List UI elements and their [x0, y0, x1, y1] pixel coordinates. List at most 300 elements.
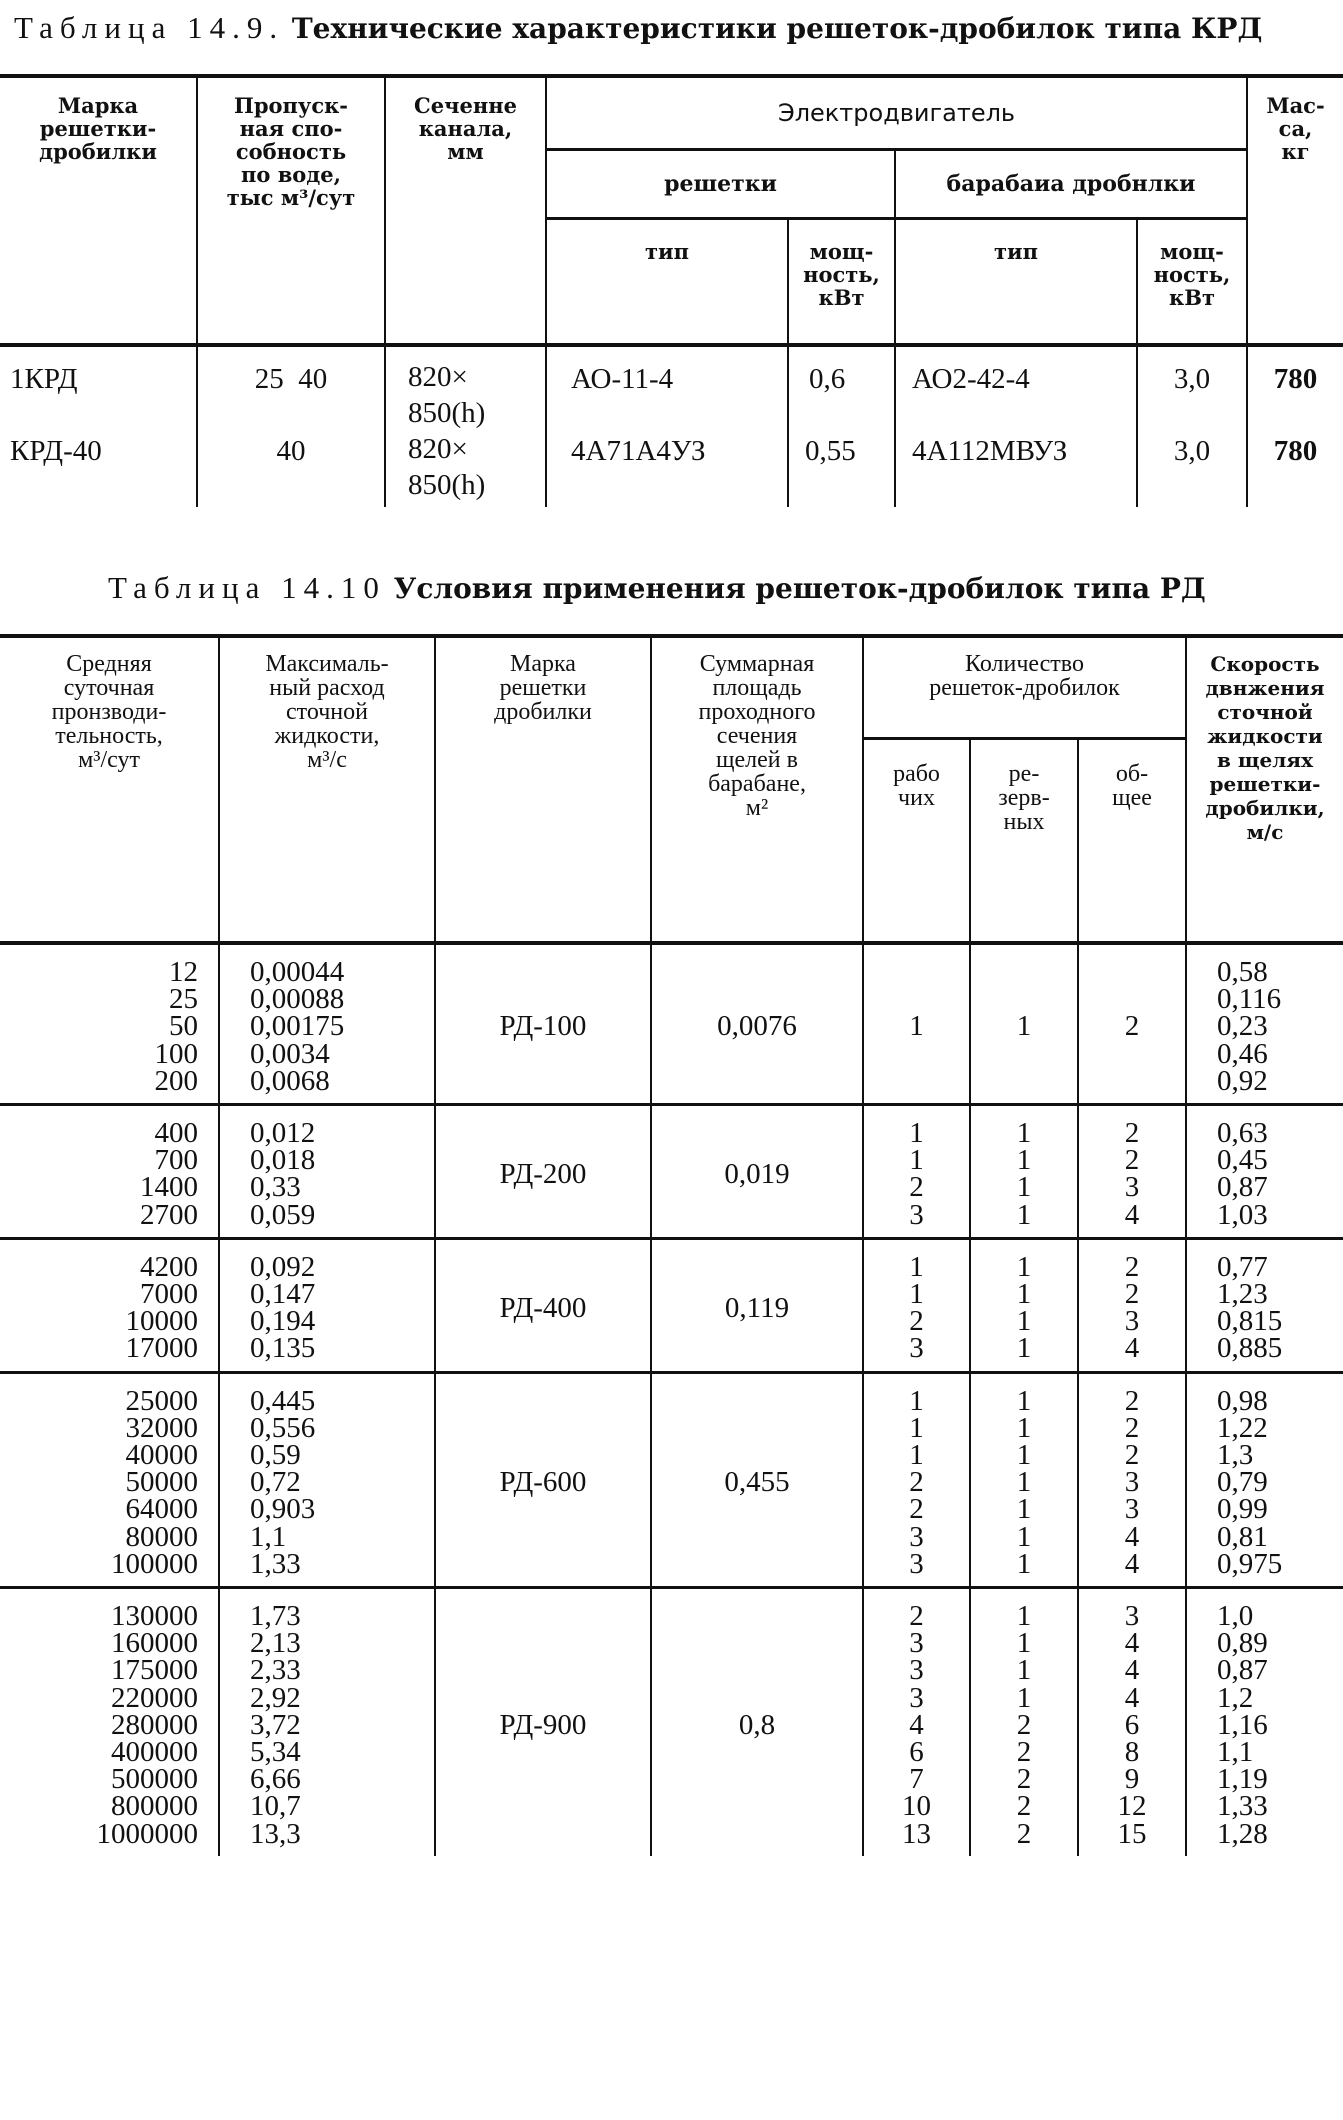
- line: 10: [902, 1790, 931, 1823]
- cell-area: 0,8: [651, 1588, 863, 1856]
- line: 1: [909, 1384, 924, 1417]
- line: 0,79: [1217, 1466, 1268, 1499]
- line: Средняя: [66, 651, 152, 677]
- line: 0,012: [250, 1117, 316, 1150]
- line: 1: [1016, 1305, 1032, 1338]
- line: 9: [1124, 1763, 1140, 1796]
- header-drum-type: тип: [895, 219, 1137, 345]
- header-section: [385, 76, 546, 345]
- line: 0,89: [1217, 1627, 1268, 1660]
- line: ре-: [1008, 760, 1040, 787]
- line: 1: [909, 1411, 924, 1444]
- line: 0,72: [250, 1466, 301, 1499]
- table-14-9: [0, 74, 1343, 507]
- caption-label: Таблица 14.9.: [14, 10, 285, 45]
- line: 1,1: [250, 1520, 287, 1553]
- line: 50000: [125, 1466, 198, 1499]
- line: решетки: [499, 675, 587, 701]
- header-working: [863, 738, 970, 943]
- line: 160000: [111, 1627, 198, 1660]
- cell-area: 0,0076: [651, 943, 863, 1105]
- line: 2: [1124, 1411, 1140, 1444]
- cell-working: [863, 943, 970, 1105]
- line: тыс м³/сут: [226, 185, 356, 210]
- cell-max-flow: [219, 943, 435, 1105]
- line: 1,03: [1217, 1198, 1268, 1231]
- line: 500000: [111, 1763, 198, 1796]
- line: 2: [1016, 1817, 1032, 1850]
- line: площадь: [712, 675, 802, 701]
- line: 1: [1016, 1171, 1032, 1204]
- line: 2,33: [250, 1654, 301, 1687]
- cell-grate-power: 0,6: [788, 345, 895, 431]
- header-capacity: [197, 76, 385, 345]
- cell-total: [1078, 1372, 1186, 1587]
- cell-velocity: [1186, 1372, 1343, 1587]
- line: 1400: [140, 1171, 198, 1204]
- line: Сеченне: [414, 93, 517, 118]
- line: 2: [909, 1600, 924, 1633]
- header-grate-power: [788, 219, 895, 345]
- cell-mark: РД-600: [435, 1372, 651, 1587]
- cell-area: 0,019: [651, 1105, 863, 1239]
- line: 3: [909, 1332, 924, 1365]
- line: 7: [909, 1763, 924, 1796]
- cell-productivity: [0, 1105, 219, 1239]
- line: Скорость: [1210, 652, 1320, 676]
- line: 1,73: [250, 1600, 301, 1633]
- line: 1: [1016, 1466, 1032, 1499]
- line: 3: [1124, 1305, 1140, 1338]
- line: 0,903: [250, 1493, 316, 1526]
- line: кВт: [818, 285, 865, 310]
- cell-working: [863, 1588, 970, 1856]
- line: 1,22: [1217, 1411, 1268, 1444]
- cell-velocity: [1186, 1105, 1343, 1239]
- line: 3: [1124, 1493, 1140, 1526]
- line: 1: [909, 1250, 924, 1283]
- header-reserve: [970, 738, 1078, 943]
- line: 8: [1124, 1736, 1140, 1769]
- line: 1: [1016, 1681, 1032, 1714]
- line: решетки-: [1209, 772, 1321, 796]
- line: 0,45: [1217, 1144, 1268, 1177]
- row-group-РД-200: [0, 1105, 1343, 1239]
- line: 1: [909, 1439, 924, 1472]
- line: 1,2: [1217, 1681, 1254, 1714]
- line: 0,018: [250, 1144, 316, 1177]
- line: 1: [1016, 1144, 1032, 1177]
- line: 0,975: [1217, 1547, 1283, 1580]
- line: 1,1: [1217, 1736, 1254, 1769]
- line: 10,7: [250, 1790, 301, 1823]
- line: 2,13: [250, 1627, 301, 1660]
- line: 6,66: [250, 1763, 301, 1796]
- header-mass: [1247, 76, 1343, 345]
- line: 1: [1016, 1547, 1032, 1580]
- line: 1,33: [1217, 1790, 1268, 1823]
- table-14-10: [0, 634, 1343, 1856]
- line: 400: [154, 1117, 198, 1150]
- row-group-РД-900: [0, 1588, 1343, 1856]
- line: 1: [1016, 1520, 1032, 1553]
- cell-capacity: 40: [197, 431, 385, 507]
- line: 1: [1016, 1493, 1032, 1526]
- line: Мас-: [1266, 93, 1325, 118]
- caption-label: Таблица 14.10: [108, 570, 386, 605]
- line: 64000: [125, 1493, 198, 1526]
- header-grate: решетки: [546, 150, 895, 219]
- line: кг: [1281, 139, 1310, 164]
- line: 0,0068: [250, 1064, 330, 1097]
- line: 2: [1124, 1384, 1140, 1417]
- line: 0,00088: [250, 983, 345, 1016]
- table-14-10-caption: [108, 570, 1343, 606]
- line: 80000: [125, 1520, 198, 1553]
- line: 400000: [111, 1736, 198, 1769]
- line: решеток-дробилок: [929, 675, 1120, 701]
- line: рабо: [893, 760, 940, 787]
- line: 1: [909, 1144, 924, 1177]
- line: 4: [1124, 1654, 1140, 1687]
- line: 2,92: [250, 1681, 301, 1714]
- table-14-9-caption: [14, 10, 1343, 46]
- cell-total: [1078, 1105, 1186, 1239]
- line: 2700: [140, 1198, 198, 1231]
- line: барабане,: [708, 771, 806, 797]
- line: дробилки,: [1205, 796, 1325, 820]
- line: 800000: [111, 1790, 198, 1823]
- header-mark: [435, 636, 651, 943]
- line: 3: [909, 1681, 924, 1714]
- line: ность,: [1153, 262, 1231, 287]
- table-row: [0, 431, 1343, 507]
- header-motor: Электродвигатель: [546, 76, 1247, 150]
- line: 4: [1124, 1332, 1140, 1365]
- table-row: [0, 1238, 1343, 1372]
- line: м³/сут: [78, 747, 140, 773]
- line: 3: [909, 1198, 924, 1231]
- line: 6: [1124, 1708, 1140, 1741]
- line: 3: [909, 1627, 924, 1660]
- line: 2: [909, 1171, 924, 1204]
- line: 0,81: [1217, 1520, 1268, 1553]
- line: 0,0034: [250, 1037, 330, 1070]
- header-mark: [0, 76, 197, 345]
- header-drum-power: [1137, 219, 1247, 345]
- line: 1: [1016, 1654, 1032, 1687]
- line: са,: [1278, 116, 1313, 141]
- line: 1: [1016, 1117, 1032, 1150]
- table-row: [0, 1372, 1343, 1587]
- line: Количество: [965, 651, 1084, 677]
- line: 1: [1016, 1278, 1032, 1311]
- cell-productivity: [0, 1372, 219, 1587]
- line: 10000: [125, 1305, 198, 1338]
- line: 1: [1016, 1332, 1032, 1365]
- line: зерв-: [998, 784, 1050, 811]
- line: 0,87: [1217, 1654, 1268, 1687]
- line: 3,72: [250, 1708, 301, 1741]
- cell-drum-power: 3,0: [1137, 431, 1247, 507]
- line: 1: [1016, 1384, 1032, 1417]
- line: 2: [1124, 1439, 1140, 1472]
- line: 1,16: [1217, 1708, 1268, 1741]
- line: 0,23: [1217, 1010, 1268, 1043]
- line: 2: [1016, 1790, 1032, 1823]
- line: 100: [154, 1037, 198, 1070]
- cell-productivity: [0, 1238, 219, 1372]
- line: 4200: [140, 1250, 198, 1283]
- cell-working: [863, 1105, 970, 1239]
- line: 1: [909, 1278, 924, 1311]
- line: сточной: [286, 699, 368, 725]
- line: 7000: [140, 1278, 198, 1311]
- line: 25000: [125, 1384, 198, 1417]
- line: 4: [1124, 1681, 1140, 1714]
- line: двнжения: [1205, 676, 1325, 700]
- line: ность,: [803, 262, 880, 287]
- cell-max-flow: [219, 1588, 435, 1856]
- line: 0,63: [1217, 1117, 1268, 1150]
- line: 175000: [111, 1654, 198, 1687]
- line: 220000: [111, 1681, 198, 1714]
- line: 0,147: [250, 1278, 316, 1311]
- line: 0,33: [250, 1171, 301, 1204]
- caption-title: Условия применения решеток-дробилок типа РД: [393, 572, 1206, 605]
- line: мощ-: [809, 239, 874, 264]
- header-max-flow: [219, 636, 435, 943]
- line: 0,99: [1217, 1493, 1268, 1526]
- line: 0,00044: [250, 956, 345, 988]
- header-area: [651, 636, 863, 943]
- line: дробилки: [494, 699, 592, 725]
- line: 40000: [125, 1439, 198, 1472]
- line: 1,19: [1217, 1763, 1268, 1796]
- line: Пропуск-: [233, 93, 348, 118]
- line: 0,87: [1217, 1171, 1268, 1204]
- line: 2: [1124, 1117, 1140, 1150]
- line: 0,116: [1217, 983, 1282, 1016]
- cell-mark: 1КРД: [10, 362, 78, 395]
- cell-capacity: 25 40: [197, 345, 385, 431]
- line: 0,556: [250, 1411, 316, 1444]
- row-group-РД-400: [0, 1238, 1343, 1372]
- table-row: [0, 943, 1343, 1105]
- line: 0,98: [1217, 1384, 1268, 1417]
- line: 700: [154, 1144, 198, 1177]
- line: 2: [1124, 1250, 1140, 1283]
- line: 25: [169, 983, 198, 1016]
- cell-velocity: [1186, 943, 1343, 1105]
- line: 2: [1016, 1763, 1032, 1796]
- line: 50: [169, 1010, 198, 1043]
- line: 1: [909, 1117, 924, 1150]
- line: 12: [1117, 1790, 1147, 1823]
- line: 1: [909, 1010, 924, 1043]
- line: 130000: [111, 1600, 198, 1633]
- line: 17000: [125, 1332, 198, 1365]
- cell-max-flow: [219, 1372, 435, 1587]
- cell-drum-power: 3,0: [1137, 345, 1247, 431]
- line: м/с: [1246, 820, 1284, 844]
- line: 2: [1124, 1278, 1140, 1311]
- line: 32000: [125, 1411, 198, 1444]
- line: Максималь-: [265, 651, 389, 677]
- cell-reserve: [970, 1588, 1078, 1856]
- line: 2: [909, 1493, 924, 1526]
- line: сточной: [1217, 700, 1313, 724]
- line: 0,58: [1217, 956, 1268, 988]
- line: 1,33: [250, 1547, 301, 1580]
- table-row: [0, 1588, 1343, 1856]
- caption-title: Технические характеристики решеток-дробилок типа КРД: [291, 12, 1263, 45]
- line: жидкости,: [274, 723, 380, 749]
- line: 1,3: [1217, 1439, 1254, 1472]
- line: 0,46: [1217, 1037, 1268, 1070]
- cell-grate-power: 0,55: [788, 431, 895, 507]
- line: 13: [902, 1817, 931, 1850]
- line: 0,445: [250, 1384, 316, 1417]
- table-row: [0, 345, 1343, 431]
- row-group-РД-600: [0, 1372, 1343, 1587]
- line: жидкости: [1207, 724, 1323, 748]
- line: решетки-: [39, 116, 157, 141]
- line: 3: [1124, 1600, 1140, 1633]
- line: 3: [909, 1520, 924, 1553]
- line: сечения: [716, 723, 798, 749]
- line: об-: [1115, 760, 1149, 787]
- cell-velocity: [1186, 1588, 1343, 1856]
- line: ных: [1003, 808, 1045, 835]
- line: 15: [1117, 1817, 1147, 1850]
- line: м³/с: [307, 747, 347, 773]
- line: 4: [909, 1708, 924, 1741]
- line: 3: [909, 1547, 924, 1580]
- cell-mark: РД-900: [435, 1588, 651, 1856]
- cell-mass: 780: [1247, 431, 1343, 507]
- line: 0,00175: [250, 1010, 345, 1043]
- line: 3: [1124, 1466, 1140, 1499]
- line: Марка: [57, 93, 139, 118]
- cell-total: [1078, 943, 1186, 1105]
- cell-working: [863, 1238, 970, 1372]
- header-grate-type: тип: [546, 219, 788, 345]
- line: 0,092: [250, 1250, 316, 1283]
- line: 0,92: [1217, 1064, 1268, 1097]
- line: 6: [909, 1736, 924, 1769]
- line: мм: [447, 139, 484, 164]
- line: 2: [1124, 1010, 1140, 1043]
- cell-reserve: [970, 1238, 1078, 1372]
- line: 100000: [111, 1547, 198, 1580]
- cell-productivity: [0, 943, 219, 1105]
- line: 1: [1016, 1010, 1032, 1043]
- line: 1: [1016, 1250, 1032, 1283]
- header-total: [1078, 738, 1186, 943]
- line: собность: [235, 139, 347, 164]
- cell-section: [385, 345, 546, 431]
- cell-mark: КРД-40: [10, 434, 102, 467]
- line: 2: [1016, 1736, 1032, 1769]
- line: 1,0: [1217, 1600, 1254, 1633]
- line: мощ-: [1160, 239, 1224, 264]
- line: в щелях: [1216, 748, 1314, 772]
- cell-working: [863, 1372, 970, 1587]
- line: щелей в: [716, 747, 798, 773]
- line: 0,77: [1217, 1250, 1268, 1283]
- line: канала,: [418, 116, 513, 141]
- line: 12: [169, 956, 198, 988]
- cell-mass: 780: [1247, 345, 1343, 431]
- line: 850(h): [408, 396, 486, 429]
- cell-velocity: [1186, 1238, 1343, 1372]
- line: 2: [909, 1466, 924, 1499]
- line: Суммарная: [699, 651, 815, 677]
- line: 0,194: [250, 1305, 316, 1338]
- cell-productivity: [0, 1588, 219, 1856]
- line: 2: [909, 1305, 924, 1338]
- cell-max-flow: [219, 1105, 435, 1239]
- line: 5,34: [250, 1736, 301, 1769]
- line: 4: [1124, 1520, 1140, 1553]
- cell-grate-type: АО-11-4: [546, 345, 788, 431]
- line: суточная: [63, 675, 155, 701]
- line: тельность,: [55, 723, 163, 749]
- line: 1: [1016, 1411, 1032, 1444]
- cell-mark: РД-400: [435, 1238, 651, 1372]
- table-row: [0, 1105, 1343, 1239]
- line: 13,3: [250, 1817, 301, 1850]
- cell-mark: РД-200: [435, 1105, 651, 1239]
- header-velocity: [1186, 636, 1343, 943]
- line: 2: [1124, 1144, 1140, 1177]
- line: 1: [1016, 1439, 1032, 1472]
- cell-grate-type: 4А71А4УЗ: [546, 431, 788, 507]
- line: по воде,: [241, 162, 341, 187]
- header-count: [863, 636, 1186, 738]
- line: чих: [898, 784, 935, 811]
- cell-drum-type: 4А112МВУЗ: [895, 431, 1137, 507]
- line: 2: [1016, 1708, 1032, 1741]
- line: 3: [1124, 1171, 1140, 1204]
- line: 4: [1124, 1627, 1140, 1660]
- line: 1: [1016, 1600, 1032, 1633]
- line: ная спо-: [239, 116, 343, 141]
- line: 0,885: [1217, 1332, 1283, 1365]
- line: 850(h): [408, 468, 486, 501]
- line: 3: [909, 1654, 924, 1687]
- row-group-РД-100: [0, 943, 1343, 1105]
- line: м²: [745, 795, 769, 821]
- cell-area: 0,455: [651, 1372, 863, 1587]
- line: проходного: [698, 699, 816, 725]
- line: 280000: [111, 1708, 198, 1741]
- line: кВт: [1169, 285, 1215, 310]
- line: щее: [1112, 784, 1152, 811]
- line: 820×: [408, 432, 468, 465]
- header-productivity: [0, 636, 219, 943]
- cell-total: [1078, 1588, 1186, 1856]
- line: Марка: [510, 651, 576, 677]
- cell-reserve: [970, 943, 1078, 1105]
- line: 1,23: [1217, 1278, 1268, 1311]
- line: 820×: [408, 360, 468, 393]
- line: 4: [1124, 1547, 1140, 1580]
- line: 0,815: [1217, 1305, 1283, 1338]
- header-drum: барабаиа дробнлки: [895, 150, 1247, 219]
- line: 1000000: [96, 1817, 198, 1850]
